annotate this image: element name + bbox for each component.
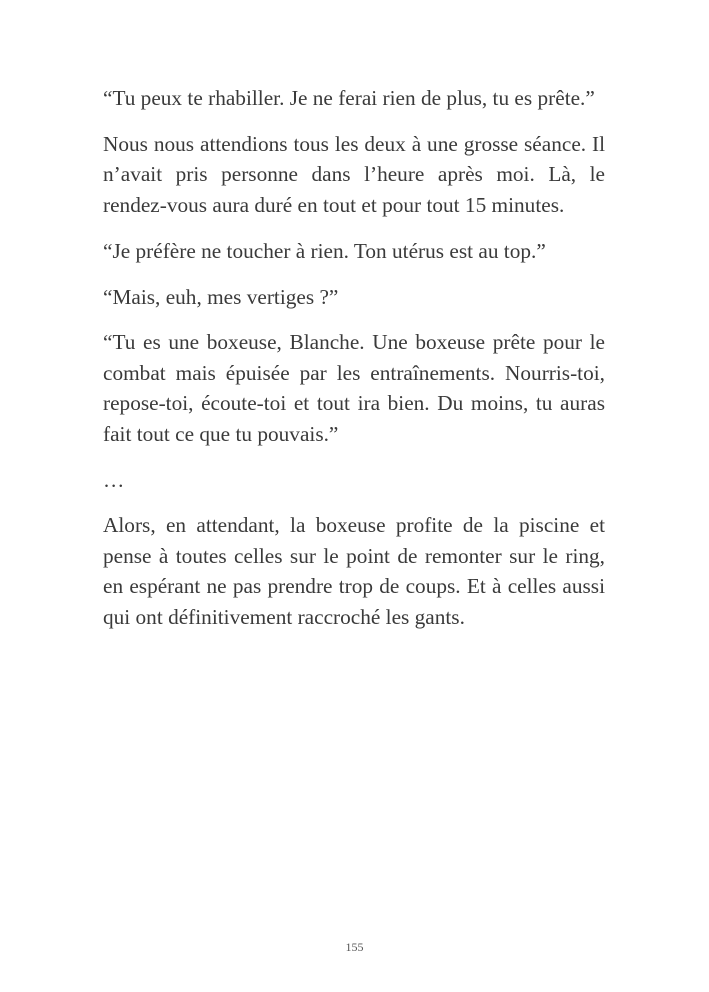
paragraph-4: “Mais, euh, mes vertiges ?” [103, 284, 339, 309]
page-body [103, 83, 605, 648]
paragraph-1: “Tu peux te rhabiller. Je ne ferai rien de plus, tu es prête.” [103, 86, 595, 110]
page-number: 155 [345, 940, 364, 954]
ellipsis-separator: … [103, 467, 125, 492]
paragraph-7: Alors, en attendant, la boxeuse profite de la piscine et pense à toutes celles sur le point de remonter sur le ring, en espérant ne pas prendre trop de coups. Et à celles aussi qui ont définitivement raccroché les gants. [103, 513, 605, 629]
paragraph-5: “Tu es une boxeuse, Blanche. Une boxeuse prête pour le combat mais épuisée par les entraînements. Nourris-toi, repose-toi, écoute-toi et tout ira bien. Du moins, tu auras fait tout ce que tu pouvais.” [103, 330, 605, 446]
paragraph-2: Nous nous attendions tous les deux à une grosse séance. Il n’avait pris personne dans l’heure après moi. Là, le rendez-vous aura duré en tout et pour tout 15 minutes. [103, 131, 605, 217]
paragraph-3: “Je préfère ne toucher à rien. Ton utérus est au top.” [103, 238, 546, 263]
